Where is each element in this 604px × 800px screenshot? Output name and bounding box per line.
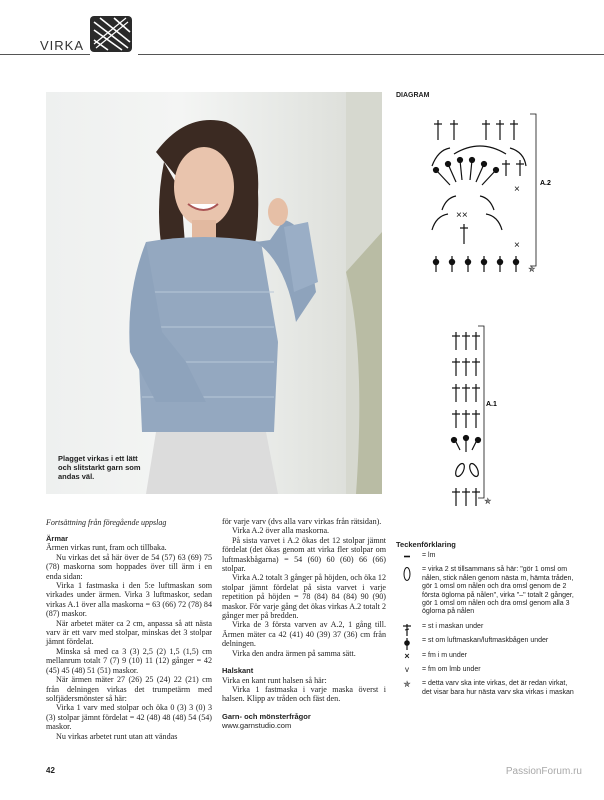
svg-text:××: ×× [456, 210, 468, 221]
paragraph: På sista varvet i A.2 ökas det 12 stolpar jämnt fördelat (det ökas genom att virka fler stolpar om luftmaskbågarna) = 54 (60) 60 (60) 66 (66) stolpar. [222, 535, 386, 574]
legend-item: = virka 2 st tillsammans så här: "gör 1 omsl om nålen, stick nålen genom nästa m, hämta tråden, gör 1 omsl om nålen och dra omsl genom de 2 första öglorna på nålen", virka "–" totalt 2 gånger, gör 1 omsl om nålen och dra omsl genom alla 3 öglorna på nålen [396, 566, 576, 616]
heading-sleeves: Ärmar [46, 534, 69, 543]
svg-text:×: × [514, 184, 520, 195]
svg-text:×: × [514, 240, 520, 251]
a2-row-trebles [434, 120, 518, 140]
legend-title: Teckenförklaring [396, 540, 456, 549]
legend-item: = st om luftmaskan/luftmaskbågen under [396, 637, 576, 645]
diagram-title: DIAGRAM [396, 92, 430, 99]
paragraph: Virka A.2 över alla maskorna. [232, 526, 330, 536]
photo-caption: Plagget virkas i ett lätt och slitstarkt garn som andas väl. [58, 454, 141, 481]
legend-item: × = fm i m under [396, 652, 576, 660]
paragraph: När arbetet mäter ca 2 cm, anpassa så att nästa varv är ett varv med stolpar, minskas det 3 stolpar jämnt fördelat. [46, 618, 212, 647]
text-column-1 [46, 531, 212, 741]
paragraph: Virka en kant runt halsen så här: [222, 675, 327, 685]
watermark: PassionForum.ru [505, 766, 582, 777]
paragraph: Virka 1 fastmaska i den 5:e luftmaskan som virkades under ärmen. Virka 3 luftmaskor, sedan virkas A.1 över alla maskorna = 63 (66) 72 (78) 84 (87) maskor. [46, 581, 212, 619]
paragraph: Ärmen virkas runt, fram och tillbaka. [46, 543, 167, 553]
yarn-ball-icon [88, 14, 134, 54]
legend-item: = st i maskan under [396, 623, 576, 631]
model-photo [46, 92, 382, 494]
legend [396, 552, 576, 703]
svg-text:✯: ✯ [528, 264, 536, 274]
diagram-label-a2: A.2 [540, 180, 551, 187]
star-icon: ✯ [403, 679, 411, 690]
paragraph: Virka 1 fastmaska i varje maska överst i halsen. Klipp av tråden och fäst den. [222, 684, 386, 704]
paragraph: Minska så med ca 3 (3) 2,5 (2) 1,5 (1,5) cm mellanrum totalt 7 (7) 9 (10) 11 (12) gånger = 42 (45) 45 (48) 51 (51) maskor. [46, 646, 212, 675]
paragraph: Nu virkas arbetet runt utan att vändas [56, 731, 178, 741]
heading-questions: Garn- och mönsterfrågor [222, 711, 311, 721]
paragraph: Virka A.2 totalt 3 gånger på höjden, och öka 12 stolpar jämnt fördelat på sista varvet i varje repetition på höjden = 78 (84) 84 (84) 90 (90) maskor. För varje gång det ökas virkas A.2 totalt 2 gånger mer på bredden. [222, 573, 386, 621]
paragraph: Virka 1 varv med stolpar och öka 0 (3) 3 (0) 3 (3) stolpar jämnt fördelat = 42 (48) 48 (48) 54 (54) maskor. [46, 703, 212, 732]
paragraph: Virka de 3 första varven av A.2, 1 gång till. Ärmen mäter ca 42 (41) 40 (39) 37 (36) cm från delningen. [222, 620, 386, 649]
crochet-diagram [390, 100, 560, 510]
section-title: VIRKA [40, 38, 85, 53]
svg-text:✯: ✯ [484, 496, 492, 506]
legend-item: ✯ = detta varv ska inte virkas, det är redan virkat, det visar bara hur nästa varv ska virkas i maskan [396, 680, 576, 697]
legend-item: = lm [396, 552, 576, 560]
header-divider [0, 54, 90, 55]
paragraph: för varje varv (dvs alla varv virkas från rätsidan). [222, 517, 382, 526]
text-column-2 [222, 517, 386, 731]
website-link[interactable]: www.garnstudio.com [222, 721, 292, 731]
dot-stitch-icon [396, 637, 418, 651]
paragraph: Virka den andra ärmen på samma sätt. [232, 648, 356, 658]
oval-symbol-icon [396, 566, 418, 582]
header-divider-right [138, 54, 604, 55]
heading-neck-edge: Halskant [222, 666, 254, 676]
paragraph: Nu virkas det så här över de 54 (57) 63 (69) 75 (78) maskorna som hoppades över till ärm i en enda sidan: [46, 552, 212, 581]
diagram-label-a1: A.1 [486, 401, 497, 408]
page-number: 42 [46, 766, 55, 775]
treble-stitch-icon [396, 623, 418, 637]
continuation-note: Fortsättning från föregående uppslag [46, 518, 167, 527]
paragraph: När ärmen mäter 27 (26) 25 (24) 22 (21) cm från delningen virkas det trumpetärm med solfjädersmönster så här: [46, 675, 212, 703]
legend-item: v = fm om lmb under [396, 666, 576, 674]
v-stitch-icon: v [405, 665, 409, 675]
cross-stitch-icon: × [404, 650, 410, 661]
dash-symbol-icon [396, 552, 418, 561]
